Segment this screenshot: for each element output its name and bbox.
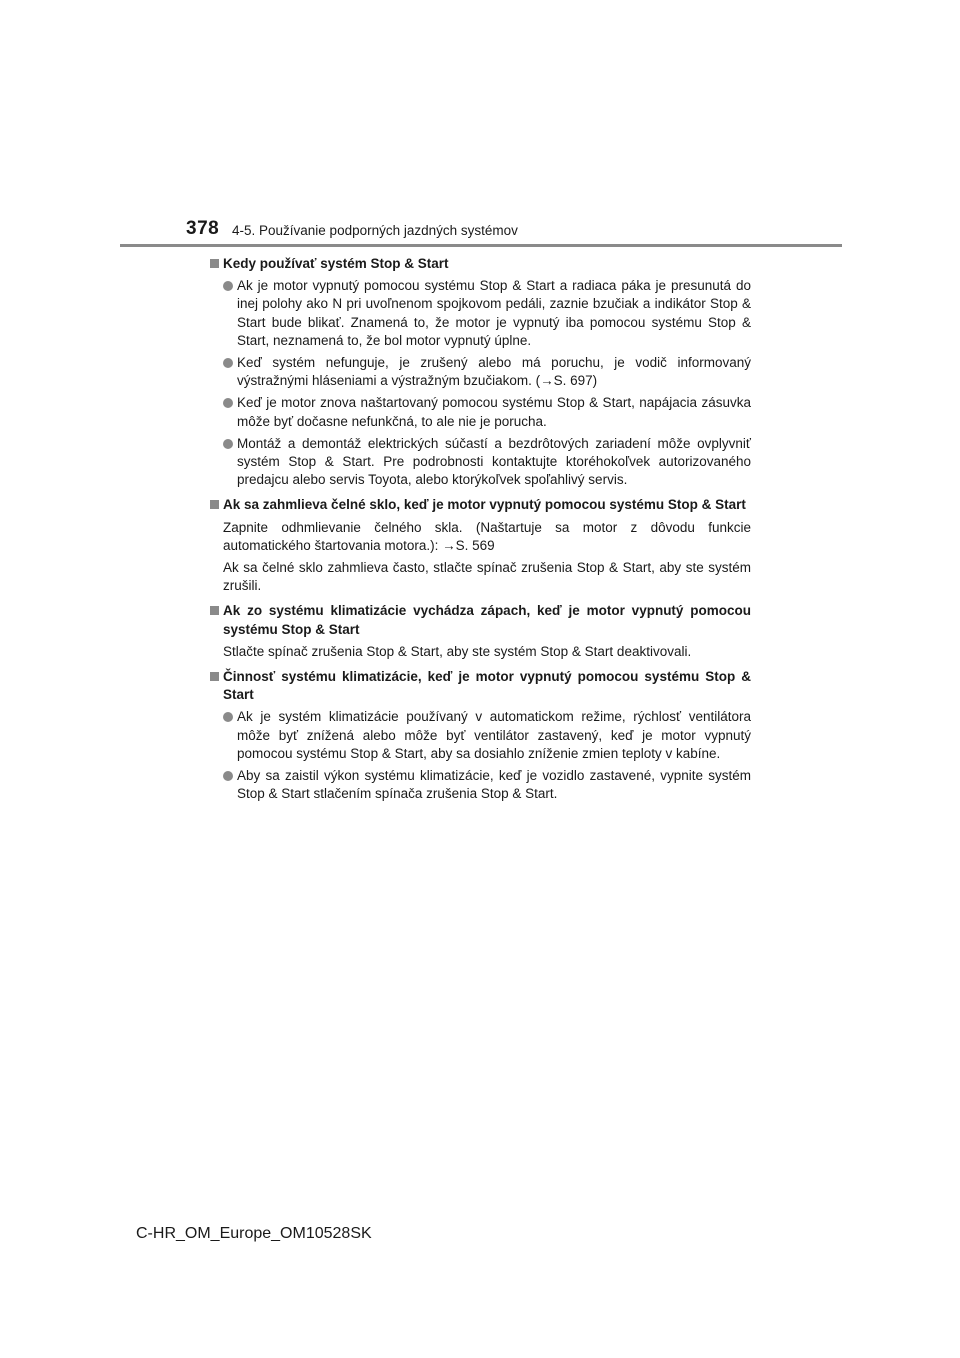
page-content [209,255,751,803]
section-heading: Ak sa zahmlieva čelné sklo, keď je motor vypnutý pomocou systému Stop & Start [209,496,751,514]
circle-bullet-icon [223,439,233,449]
bullet-item: Ak je motor vypnutý pomocou systému Stop & Start a radiaca páka je presunutá do inej polohy ako N pri uvoľnenom spojkovom pedáli, zaznie bzučiak a indikátor Stop & Start bude blikať. Znamená to, že motor je vypnutý iba pomocou systému Stop & Start, neznamená to, že bol motor vypnutý úplne. [209,277,751,350]
circle-bullet-icon [223,398,233,408]
section-title: 4-5. Používanie podporných jazdných systémov [232,223,518,238]
page-number: 378 [186,218,220,239]
paragraph: Ak sa čelné sklo zahmlieva často, stlačte spínač zrušenia Stop & Start, aby ste systém zrušili. [223,560,751,594]
bullet-item: Montáž a demontáž elektrických súčastí a bezdrôtových zariadení môže ovplyvniť systém Stop & Start. Pre podrobnosti kontaktujte ktoréhokoľvek autorizovaného predajcu alebo servis Toyota, alebo ktorýkoľvek spoľahlivý servis. [209,435,751,490]
section-heading: Činnosť systému klimatizácie, keď je motor vypnutý pomocou systému Stop & Start [209,668,751,704]
section-heading: Ak zo systému klimatizácie vychádza zápach, keď je motor vypnutý pomocou systému Stop & Start [209,602,751,638]
square-bullet-icon [210,606,219,615]
square-bullet-icon [210,259,219,268]
bullet-item: Ak je systém klimatizácie používaný v automatickom režime, rýchlosť ventilátora môže byť znížená alebo môže byť ventilátor zastavený, keď je motor vypnutý pomocou systému Stop & Start, aby sa dosiahlo zníženie zmien teploty v kabíne. [209,708,751,763]
circle-bullet-icon [223,712,233,722]
section-heading: Kedy používať systém Stop & Start [209,255,751,273]
square-bullet-icon [210,672,219,681]
circle-bullet-icon [223,281,233,291]
circle-bullet-icon [223,358,233,368]
bullet-item: Keď systém nefunguje, je zrušený alebo má poruchu, je vodič informovaný výstražnými hláseniami a výstražným bzučiakom. (→S. 697) [209,354,751,390]
square-bullet-icon [210,500,219,509]
circle-bullet-icon [223,771,233,781]
bullet-item: Keď je motor znova naštartovaný pomocou systému Stop & Start, napájacia zásuvka môže byť dočasne nefunkčná, to ale nie je porucha. [209,394,751,430]
header-rule [120,244,842,247]
paragraph: Zapnite odhmlievanie čelného skla. (Naštartuje sa motor z dôvodu funkcie automatického štartovania motora.): →S. 569 [223,519,751,553]
bullet-item: Aby sa zaistil výkon systému klimatizácie, keď je vozidlo zastavené, vypnite systém Stop & Start stlačením spínača zrušenia Stop & Start. [209,767,751,803]
document-code: C-HR_OM_Europe_OM10528SK [136,1225,372,1242]
paragraph: Stlačte spínač zrušenia Stop & Start, aby ste systém Stop & Start deaktivovali. [223,643,692,659]
